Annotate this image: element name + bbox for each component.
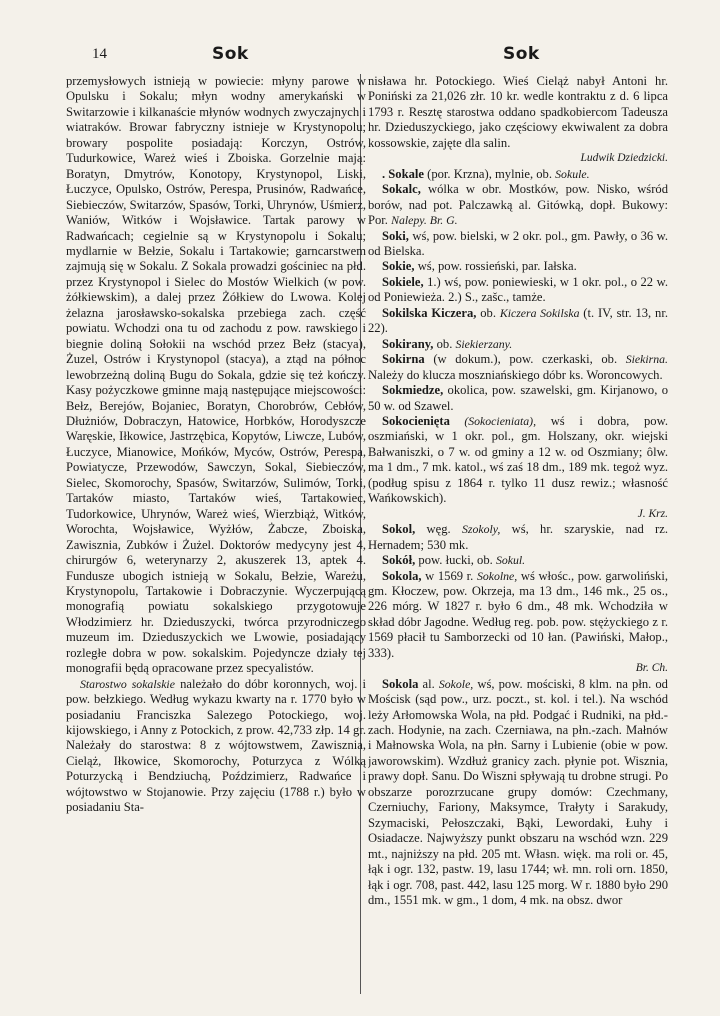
entry (368, 677, 668, 909)
paragraph: przemysłowych istnieją w powiecie: młyny parowe w Opulsku i Sokalu; młyn wodny amerykański w Switarzowie i kilkanaście młynów wodnych zwyczajnych i wiatraków. Browar fabryczny istnieje w Krystynopolu; browary pospolite posiadają: Korczyn, Ostrów, Tudurkowice, Wareż wieś i Zboiska. Gorzelnie mają: Boratyn, Dmytrów, Konotopy, Krystynopol, Liski, Łuczyce, Opulsko, Ostrów, Perespa, Prusinów, Radwańce, Siebieczów, Switarzów, Spasów, Torki, Uhrynów, Uśmierz, Waniów, Witków i Wojsławice. Tartak parowy w Radwańcach; cegielnie są w Krystynopolu i Sokalu; mydlarnie w Bełzie, Sokalu i Tartakowie; garncarstwem zajmują się w Sokalu. Z Sokala prowadzi gościniec na płd. przez Krystynopol i Sielec do Mostów Wielkich (w pow. żółkiewskim), a dalej przez Żółkiew do Lwowa. Kolej żelazna jarosławsko-sokalska przebiega zach. część powiatu. Wchodzi ona tu od zachodu z pow. rawskiego i biegnie doliną Sołokii na wschód przez Bełz (stacya), Żuzel, Ostrów i Krystynopol (stacya), a ztąd na północ lewobrzeżną doliną Bugu do Sokala, gdzie się też kończy. Kasy pożyczkowe gminne mają następujące miejscowości: Bełz, Berejów, Bojaniec, Boratyn, Chorobrów, Cebłów, Dłużniów, Dobraczyn, Hatowice, Horbków, Horodyszcze Waręskie, Iłkowice, Jastrzębica, Kopytów, Liwcze, Lubów, Łuczyce, Mianowice, Mońków, Myców, Ostrów, Perespa, Powiatycze, Przewodów, Sawczyn, Sokal, Siebieczów, Sielec, Skomorochy, Spasów, Switarzów, Sulimów, Torki, Tartaków miasto, Tartaków wieś, Tartakowiec, Tudorkowice, Uhrynów, Wareż wieś, Wierzbiąż, Witków, Worochta, Wojsławice, Wyżłów, Żabcze, Zboiska, Zawisznia, Zubków i Żużel. Doktorów medycyny jest 4, chirurgów 6, weterynarzy 2, akuszerek 13, aptek 4. Fundusze ubogich istnieją w Sokalu, Bełzie, Wareżu, Krystynopolu, Tartakowie i Dobraczynie. Wyczerpującą monografią powiatu sokalskiego przygotowuje Włodzimierz hr. Dzieduszycki, twórca przyrodniczego muzeum im. Dzieduszyckich we Lwowie, posiadający rozległe dobra w pow. sokalskim. Pojedyncze działy tej monografii będą opracowane przez specyalistów. (66, 74, 366, 676)
entry (368, 569, 668, 662)
entry-text: ob. (476, 305, 500, 320)
entry-text: wś, pow. mościski, 8 klm. na płn. od Mościsk (sąd pow., urz. poczt., st. kol. i tel.). Na wschód leży Arłomowska Wola, na płd. Podgać i Rudniki, na płd.-zach. Hodynie, na zach. Czerniawa, na płn.-zach. Małnów i Małnowska Wola, na płn. Sarny i Lubienie (obie w pow. jaworowskim). Wzdłuż granicy zach. płynie pot. Wisznia, prawy dopł. Sanu. Do Wiszni spływają tu drobne strugi. Po obszarze porozrzucane grupy domów: Czechmany, Czerniuchy, Fariony, Maksymce, Trałyty i Sarakudy, Szymaciski, Pełoszczaki, Bąki, Lewordaki, Łuhy i Osiadacze. Najwyższy punkt obszaru na wschód wzn. 229 mt., najniższy na płd. 205 mt. Własn. więk. ma roli or. 45, łąk i ogr. 132, pastw. 19, lasu 1744; wł. mn. roli orn. 1850, łąk i ogr. 708, past. 442, lasu 125 morg. W r. 1880 było 290 dm., 1551 mk. w gm., 1 dom, 4 mk. na obsz. dwor (368, 676, 668, 908)
paragraph: nisława hr. Potockiego. Wieś Cieląż nabył Antoni hr. Poniński za 21,026 złr. 10 kr. wedle kontraktu z d. 6 lipca 1793 r. Resztę starostwa oddano spadkobiercom Tadeusza hr. Dzieduszyckiego, jako częściowy ekwiwalent za dobra kossowskie, zajęte dla salin. (368, 74, 668, 150)
entry-headword: Soki, (382, 228, 409, 243)
cross-reference: Sokul. (495, 553, 526, 568)
entry (368, 229, 668, 260)
entry-text: pow. łucki, ob. (415, 553, 496, 568)
entry-text: ob. (433, 336, 456, 351)
entry-headword: Sokiele, (382, 274, 424, 289)
entry-text: wólka w obr. Mostków, pow. Nisko, wśród borów, nad pot. Palczawką al. Gitówką, dopł. Bukowy: Por. (368, 182, 668, 228)
page-header (0, 40, 720, 68)
entry-text: wś i dobra, pow. oszmiański, w 1 okr. pol., gm. Holszany, okr. wiejski Bałwaniszki, o 7 w. od gminy a 12 w. od Oszmiany; ôlw. ma 1 dm., 7 mk. katol., wś zaś 18 dm., 189 mk. tegoż wyz. (podług spisu z 1864 r. tylko 11 dusz rewiz.; własność Wańkowskich). (368, 413, 668, 506)
entry-text: wś włośc., pow. garwoliński, gm. Kłoczew, pow. Okrzeja, ma 13 dm., 146 mk., 25 os., 226 mórg. W 1827 r. było 6 dm., 48 mk. Wchodziła w skład dóbr Jagodne. Według reg. pob. pow. stężyckiego z r. 1569 płacił tu Samborzecki od 10 łan. (Pawiński, Małop., 333). (368, 568, 668, 660)
entry (368, 383, 668, 414)
entry-text: al. (418, 676, 439, 691)
entry-headword: Sokalc, (382, 182, 421, 197)
entry (368, 306, 668, 337)
entry-text: wś, pow. bielski, w 2 okr. pol., gm. Pawły, o 36 w. od Bielska. (368, 228, 668, 258)
right-column (368, 74, 668, 999)
entry-headword: Sokirany, (382, 336, 434, 351)
entry-headword: . Sokale (382, 166, 424, 181)
entry (368, 337, 668, 352)
cross-reference: Siekirna. (625, 352, 668, 367)
entry (368, 275, 668, 306)
left-column (66, 74, 366, 999)
entry (368, 182, 668, 228)
entry-headword: Sokie, (382, 259, 415, 274)
entry-headword: Sokilska Kiczera, (382, 305, 477, 320)
entry-headword: Sokola (382, 676, 419, 691)
paragraph (66, 677, 366, 816)
right-running-head: Sok (503, 44, 540, 64)
entry (368, 167, 668, 182)
author-signature: J. Krz. (637, 507, 668, 520)
entry-text: (w dokum.), pow. czerkaski, ob. (424, 352, 626, 367)
entry-text: w 1569 r. (421, 568, 477, 583)
entry (368, 553, 668, 568)
author-signature: Br. Ch. (635, 662, 668, 675)
left-running-head: Sok (212, 44, 249, 64)
cross-reference: Szokoly, (461, 522, 501, 537)
cross-reference: Nalepy. Br. G. (391, 213, 458, 228)
entry-headword: Sokmiedze, (382, 383, 444, 398)
text: należało do dóbr koronnych, woj. i pow. bełzkiego. Według wykazu kwarty na r. 1770 było w posiadaniu Franciszka Salezego Potockiego, woj. kijowskiego, i Anny z Potockich, z prow. 42,733 złp. 14 gr. Należały do starostwa: 8 z wójtowstwem, Zawisznia, Cieląż, Iłkowice, Skomorochy, Poturzyca z Wólką Poturzycką i Bendziuchą, Poździmierz, Radwańce i wójtowstwo w Stojanowie. Przy zajęciu (1788 r.) było w posiadaniu Sta- (66, 676, 366, 815)
cross-reference: (Sokocieniata), (449, 413, 537, 428)
page-number: 14 (92, 46, 107, 62)
entry-text: wś, hr. szaryskie, nad rz. Hernadem; 530 mk. (368, 522, 668, 552)
entry-headword: Sokola, (382, 568, 422, 583)
entry (368, 259, 668, 274)
entry-text: wś, pow. rossieński, par. Iałska. (414, 259, 577, 274)
entry-headword: Sokocienięta (382, 413, 450, 428)
cross-reference: Sokolne, (476, 568, 518, 583)
entry-text: Należy do klucza moszniańskiego dóbr ks. Woroncowych. (368, 367, 663, 382)
entry-headword: Sokół, (382, 553, 416, 568)
entry (368, 352, 668, 383)
author-signature: Ludwik Dziedzicki. (580, 152, 668, 165)
entry-text: okolica, pow. szawelski, gm. Kirjanowo, o 50 w. od Szawel. (368, 383, 668, 413)
entry-headword: Sokol, (382, 522, 416, 537)
term: Starostwo sokalskie (80, 676, 175, 691)
entry-headword: Sokirna (382, 352, 425, 367)
entry (368, 414, 668, 507)
cross-reference: Siekierzany. (455, 336, 513, 351)
entry-text: 1.) wś, pow. poniewieski, w 1 okr. pol., o 22 w. od Poniewieża. 2.) S., zašc., tamże. (368, 274, 668, 305)
entry (368, 522, 668, 553)
cross-reference: Sokule. (555, 166, 590, 181)
cross-reference: Sokole, (438, 676, 474, 691)
entry-text: (t. IV, str. 13, nr. 22). (368, 305, 668, 336)
entry-text: (por. Krzna), mylnie, ob. (424, 166, 556, 181)
cross-reference: Kiczera Sokilska (499, 305, 580, 320)
entry-text: węg. (415, 522, 462, 537)
